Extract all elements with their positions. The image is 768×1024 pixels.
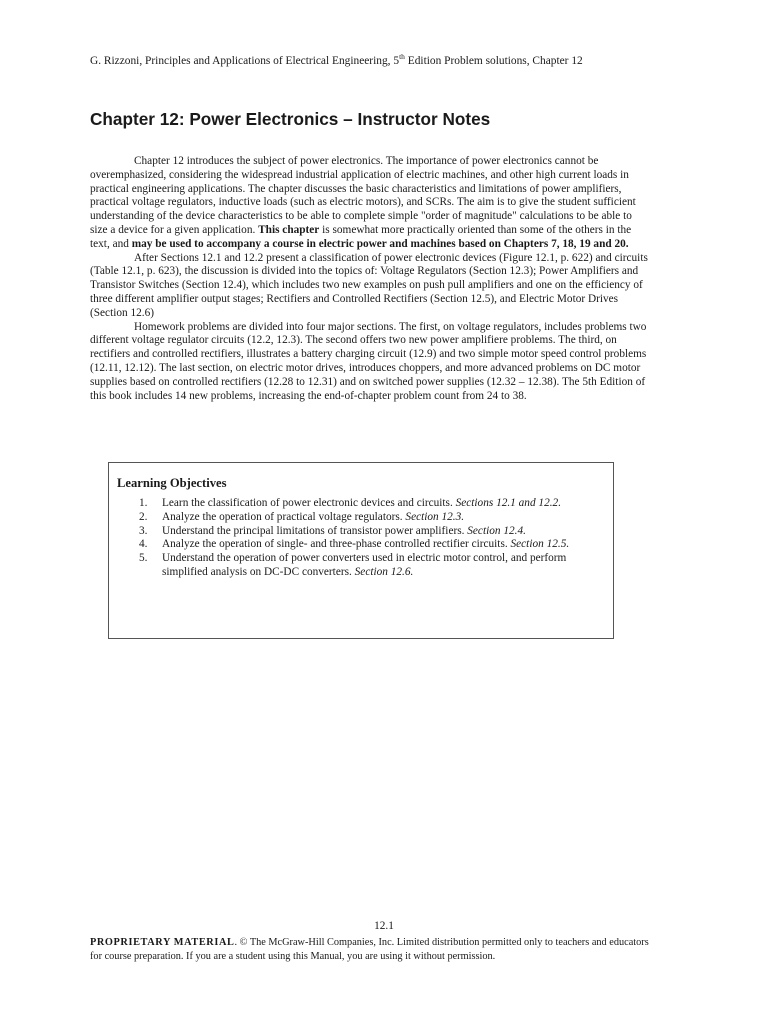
objective-text: Understand the operation of power converters used in electric motor control, and perform simplified analysis on DC-DC converters. xyxy=(162,552,567,578)
header-text-end: Edition Problem solutions, Chapter 12 xyxy=(404,55,583,67)
learning-objectives-list xyxy=(139,497,599,580)
objective-section-ref: Section 12.6. xyxy=(354,565,414,578)
objective-text: Analyze the operation of practical voltage regulators. xyxy=(162,510,406,523)
header-text: G. Rizzoni, Principles and Applications of Electrical Engineering, 5 xyxy=(90,55,400,67)
paragraph-1 xyxy=(90,155,652,252)
paragraph-1-text: Chapter 12 introduces the subject of power electronics. The importance of power electronics cannot be overemphasized, considering the widespread industrial application of electric machines, and other high current loads in practical engineering applications. The chapter discusses the basic characteristics and limitations of power amplifiers, practical voltage regulators, inductive loads (such as electric motors), and SCRs. The aim is to give the student sufficient understanding of the device characteristics to be able to complete simple "order of magnitude" calculations to be able to size a device for a given application. xyxy=(90,155,636,236)
objective-item xyxy=(139,552,599,580)
learning-objectives-box xyxy=(108,462,614,639)
objective-number: 1. xyxy=(139,497,148,509)
footer-text: . © The McGraw-Hill Companies, Inc. Limited distribution permitted only to teachers and educators for course preparation. If you are a student using this Manual, you are using it without permission. xyxy=(90,937,649,962)
objective-item xyxy=(139,511,599,525)
paragraph-1-text-b: is somewhat more practically oriented than some of the others in the text, and xyxy=(90,223,632,250)
objective-section-ref: Section 12.3. xyxy=(405,510,465,523)
objective-section-ref: Section 12.4. xyxy=(467,524,526,537)
copyright-footer xyxy=(90,936,662,964)
objective-item xyxy=(139,497,599,511)
header-superscript: th xyxy=(399,52,405,61)
paragraph-1-bold-a: This chapter xyxy=(258,223,320,236)
paragraph-1-bold-b: may be used to accompany a course in electric power and machines based on Chapters 7, 18, 19 and 20. xyxy=(131,237,629,250)
learning-objectives-title: Learning Objectives xyxy=(117,476,227,490)
objective-number: 2. xyxy=(139,510,148,523)
objective-text: Understand the principal limitations of transistor power amplifiers. xyxy=(162,524,468,537)
objective-item xyxy=(139,525,599,539)
objective-item xyxy=(139,538,599,552)
page-number: 12.1 xyxy=(374,920,394,932)
paragraph-3: Homework problems are divided into four major sections. The first, on voltage regulators, includes problems two different voltage regulator circuits (12.2, 12.3). The second offers two new power amplifiere problems. The third, on rectifiers and controlled rectifiers, illustrates a battery charging circuit (12.9) and two simple motor speed control problems (12.11, 12.12). The last section, on electric motor drives, introduces choppers, and more advanced problems on DC motor supplies based on controlled rectifiers (12.28 to 12.31) and on switched power supplies (12.32 – 12.38). The 5th Edition of this book includes 14 new problems, increasing the end-of-chapter problem count from 24 to 38. xyxy=(90,320,647,402)
objective-number: 5. xyxy=(139,552,148,565)
chapter-title: Chapter 12: Power Electronics – Instructor Notes xyxy=(90,109,491,129)
objective-text: Analyze the operation of single- and three-phase controlled rectifier circuits. xyxy=(162,538,511,551)
intro-body xyxy=(90,155,652,403)
paragraph-2: After Sections 12.1 and 12.2 present a classification of power electronic devices (Figure 12.1, p. 622) and circuits (Table 12.1, p. 623), the discussion is divided into the topics of: Voltage Regulators (Section 12.3); Power Amplifiers and Transistor Switches (Section 12.4), which includes two new examples on push pull amplifiers and one on the efficiency of three different amplifier output stages; Rectifiers and Controlled Rectifiers (Section 12.5), and Electric Motor Drives (Section 12.6) xyxy=(90,251,648,319)
objective-number: 4. xyxy=(139,538,148,551)
objective-number: 3. xyxy=(139,524,148,537)
running-header xyxy=(90,54,650,68)
footer-bold-label: PROPRIETARY MATERIAL xyxy=(90,937,235,948)
objective-section-ref: Section 12.5. xyxy=(510,538,570,551)
objective-text: Learn the classification of power electronic devices and circuits. xyxy=(162,497,456,509)
objective-section-ref: Sections 12.1 and 12.2. xyxy=(455,497,562,509)
